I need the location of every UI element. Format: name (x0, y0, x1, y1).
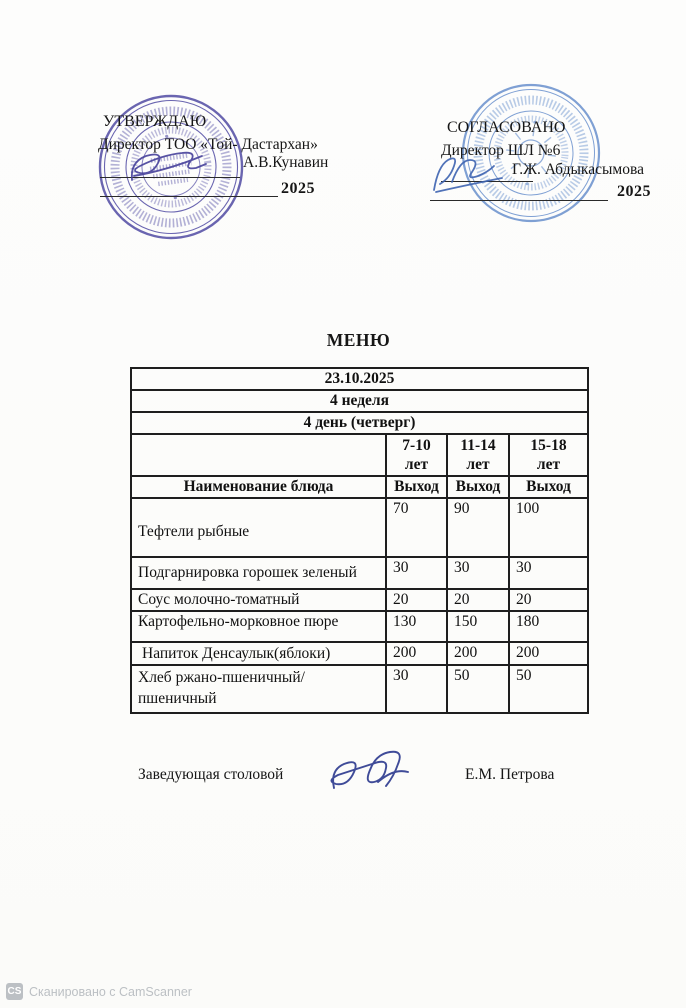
page-title: МЕНЮ (326, 330, 391, 350)
dish-name-cell: Картофельно-морковное пюре (131, 611, 386, 642)
table-row-dish (131, 557, 588, 589)
footer-signer-name: Е.М. Петрова (465, 766, 555, 783)
dish-name-cell: Соус молочно-томатный (131, 589, 386, 611)
dish-value-cell: 50 (447, 665, 509, 713)
dish-name-cell: Тефтели рыбные (131, 498, 386, 557)
dish-value-cell: 200 (509, 642, 588, 665)
dish-value-cell: 130 (386, 611, 447, 642)
week-cell: 4 неделя (131, 390, 588, 412)
output-header-cell: Выход (509, 476, 588, 498)
signature-footer-stroke (328, 748, 418, 800)
dish-value-cell: 20 (447, 589, 509, 611)
date-line-left (100, 196, 278, 197)
table-row-week (131, 390, 588, 412)
name-header-cell: Наименование блюда (131, 476, 386, 498)
dish-value-cell: 20 (386, 589, 447, 611)
table-row-day (131, 412, 588, 434)
dish-value-cell: 150 (447, 611, 509, 642)
menu-table (130, 367, 589, 714)
age-group-cell (386, 434, 447, 476)
approve-year: 2025 (281, 180, 315, 197)
age-unit: лет (536, 456, 561, 473)
age-group-cell (509, 434, 588, 476)
age-group-cell (447, 434, 509, 476)
dish-value-cell: 90 (447, 498, 509, 557)
dish-value-cell: 200 (386, 642, 447, 665)
agree-heading: СОГЛАСОВАНО (447, 119, 566, 136)
table-row-date (131, 368, 588, 390)
dish-value-cell: 30 (386, 557, 447, 589)
age-unit: лет (404, 456, 429, 473)
agree-subheading: Директор ШЛ №6 (441, 142, 561, 159)
camscanner-badge-icon: CS (6, 983, 23, 1000)
dish-name-cell: Хлеб ржано-пшеничный/пшеничный (131, 665, 386, 713)
signature-left-stroke (128, 146, 238, 188)
table-row-dish (131, 642, 588, 665)
approve-signer-name: А.В.Кунавин (243, 154, 329, 171)
dish-value-cell: 30 (447, 557, 509, 589)
dish-value-cell: 200 (447, 642, 509, 665)
output-header-cell: Выход (447, 476, 509, 498)
agree-year: 2025 (617, 183, 651, 200)
age-range: 15-18 (530, 437, 567, 454)
date-line-right (430, 200, 608, 201)
table-row-dish (131, 665, 588, 713)
table-row-dish (131, 589, 588, 611)
table-row-dish (131, 611, 588, 642)
dish-name-cell: Напиток Денсаулык(яблоки) (131, 642, 386, 665)
age-unit: лет (466, 456, 490, 473)
table-row-age-groups (131, 434, 588, 476)
output-header-cell: Выход (386, 476, 447, 498)
dish-value-cell: 30 (509, 557, 588, 589)
dish-value-cell: 30 (386, 665, 447, 713)
table-row-headers (131, 476, 588, 498)
day-cell: 4 день (четверг) (131, 412, 588, 434)
approve-subheading: Директор ТОО «Той- Дастархан» (98, 136, 318, 153)
dish-value-cell: 180 (509, 611, 588, 642)
dish-value-cell: 70 (386, 498, 447, 557)
empty-cell (131, 434, 386, 476)
dish-value-cell: 20 (509, 589, 588, 611)
dish-value-cell: 100 (509, 498, 588, 557)
age-range: 7-10 (402, 437, 431, 454)
footer-position-label: Заведующая столовой (138, 766, 284, 783)
table-row-dish (131, 498, 588, 557)
approve-heading: УТВЕРЖДАЮ (103, 113, 207, 130)
dish-value-cell: 50 (509, 665, 588, 713)
signature-right-stroke (432, 152, 512, 196)
dish-name-cell: Подгарнировка горошек зеленый (131, 557, 386, 589)
camscanner-watermark-text: Сканировано с CamScanner (29, 985, 192, 999)
agree-signer-name: Г.Ж. Абдыкасымова (512, 161, 644, 178)
age-range: 11-14 (460, 437, 496, 454)
date-cell: 23.10.2025 (131, 368, 588, 390)
